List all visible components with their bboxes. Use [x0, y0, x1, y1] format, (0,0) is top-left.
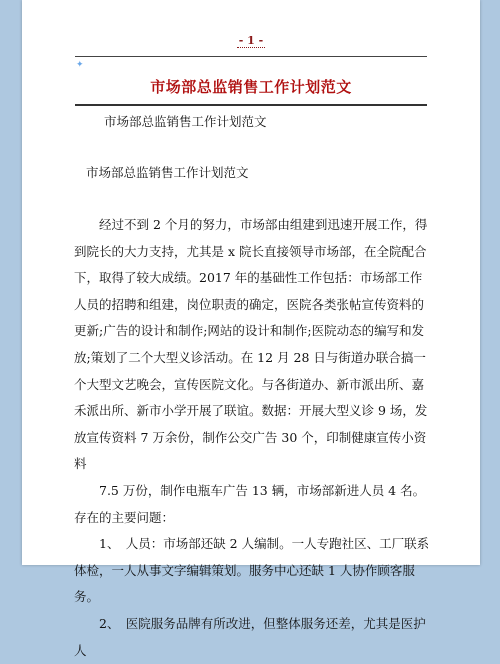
- page-number: [22, 34, 480, 47]
- body-text: [74, 212, 430, 664]
- cursor-mark-icon: ✦: [76, 60, 84, 70]
- paragraph-1: 经过不到 2 个月的努力，市场部由组建到迅速开展工作，得到院长的大力支持，尤其是 x 院长直接领导市场部，在全院配合下，取得了较大成绩。2017 年的基础性工作包括：市场部工作人员的招聘和组建，岗位职责的确定，医院各类张帖宣传资料的更新;广告的设计和制作;网站的设计和制作;医院动态的编写和发放;策划了二个大型义诊活动。在 12 月 28 日与街道办联合搞一个大型文艺晚会，宣传医院文化。与各街道办、新市派出所、嘉禾派出所、新市小学开展了联谊。数据：开展大型义诊 9 场，发放宣传资料 7 万余份，制作公交广告 30 个，印制健康宣传小资料: [74, 217, 428, 472]
- document-subtitle: 市场部总监销售工作计划范文: [104, 114, 267, 129]
- paragraph-4: 2、 医院服务品牌有所改进，但整体服务还差，尤其是医护人: [74, 615, 426, 658]
- header-rule: [75, 56, 427, 57]
- document-title: 市场部总监销售工作计划范文: [150, 78, 352, 96]
- section-heading: 市场部总监销售工作计划范文: [86, 165, 249, 180]
- page-number-text: - 1 -: [238, 34, 264, 47]
- title-rule: [75, 104, 427, 106]
- paragraph-3: 1、 人员：市场部还缺 2 人编制。一人专跑社区、工厂联系体检，一人从事文字编辑策划。服务中心还缺 1 人协作顾客服务。: [74, 536, 430, 605]
- document-page: [22, 0, 480, 658]
- paragraph-2: 7.5 万份，制作电瓶车广告 13 辆，市场部新进人员 4 名。存在的主要问题：: [74, 482, 426, 525]
